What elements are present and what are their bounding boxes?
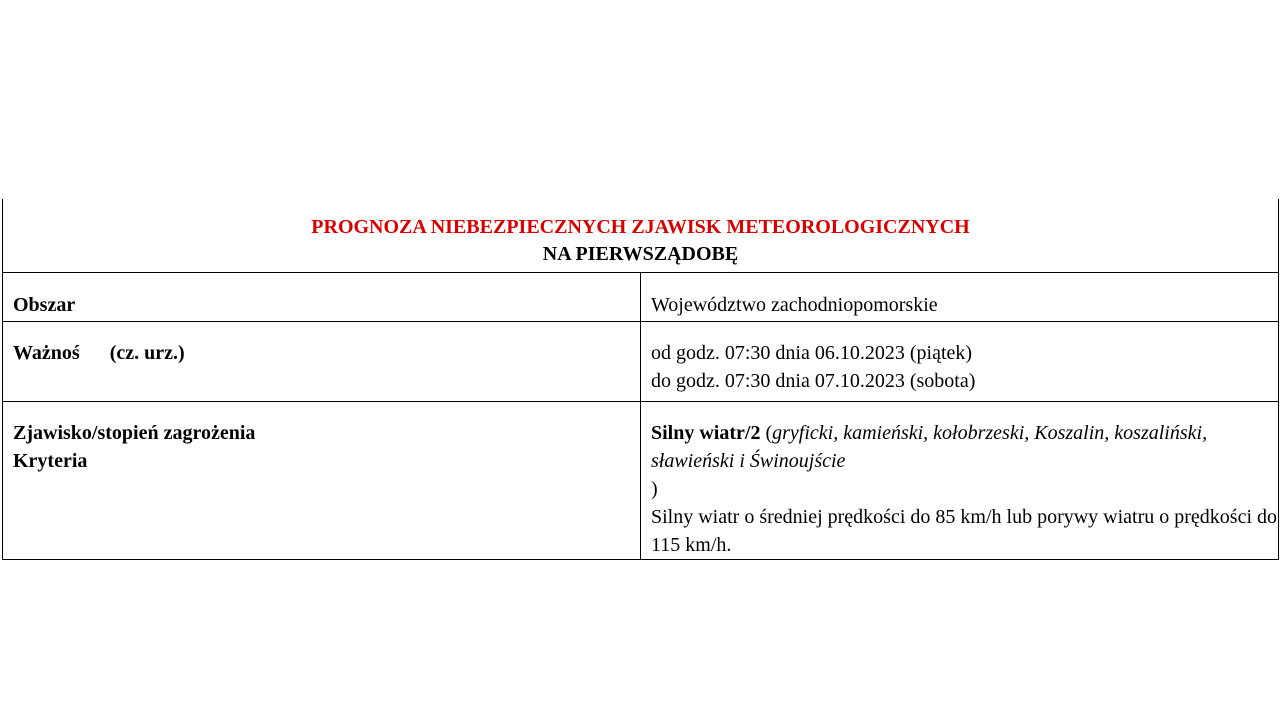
area-value: Województwo zachodniopomorskie [651,294,938,316]
phenomenon-value-cell [641,402,1279,560]
validity-value-cell [641,322,1279,402]
phenomenon-description [651,419,1278,475]
area-label-cell [3,273,641,322]
close-paren: ) [651,478,658,500]
validity-row [3,322,1279,402]
phenomenon-row [3,402,1279,560]
validity-unit-label: (cz. urz.) [109,342,185,364]
title-row [3,199,1279,273]
area-value-cell [641,273,1279,322]
title-cell [3,199,1279,273]
criteria-label: Kryteria [13,450,88,472]
phenomenon-label: Zjawisko/stopień zagrożenia [13,422,256,444]
criteria-text: Silny wiatr o średniej prędkości do 85 km/h lub porywy wiatru o prędkości do 115 km/h. [651,506,1278,556]
warning-table [2,199,1279,560]
validity-from: od godz. 07:30 dnia 06.10.2023 (piątek) [651,342,973,364]
area-label: Obszar [13,294,76,316]
area-row [3,273,1279,322]
validity-to: do godz. 07:30 dnia 07.10.2023 (sobota) [651,370,976,392]
validity-label-cell [3,322,641,402]
open-paren: ( [765,422,773,444]
phenomenon-name: Silny wiatr/2 [651,422,761,444]
phenomenon-label-cell [3,402,641,560]
document-title: PROGNOZA NIEBEZPIECZNYCH ZJAWISK METEOROLOGICZNYCH [311,216,970,238]
districts-list: gryficki, kamieński, kołobrzeski, Koszalin, koszaliński, sławieński i Świnoujście [651,422,1208,472]
validity-label: Ważnoś [13,342,80,364]
document-subtitle: NA PIERWSZĄDOBĘ [542,243,739,265]
